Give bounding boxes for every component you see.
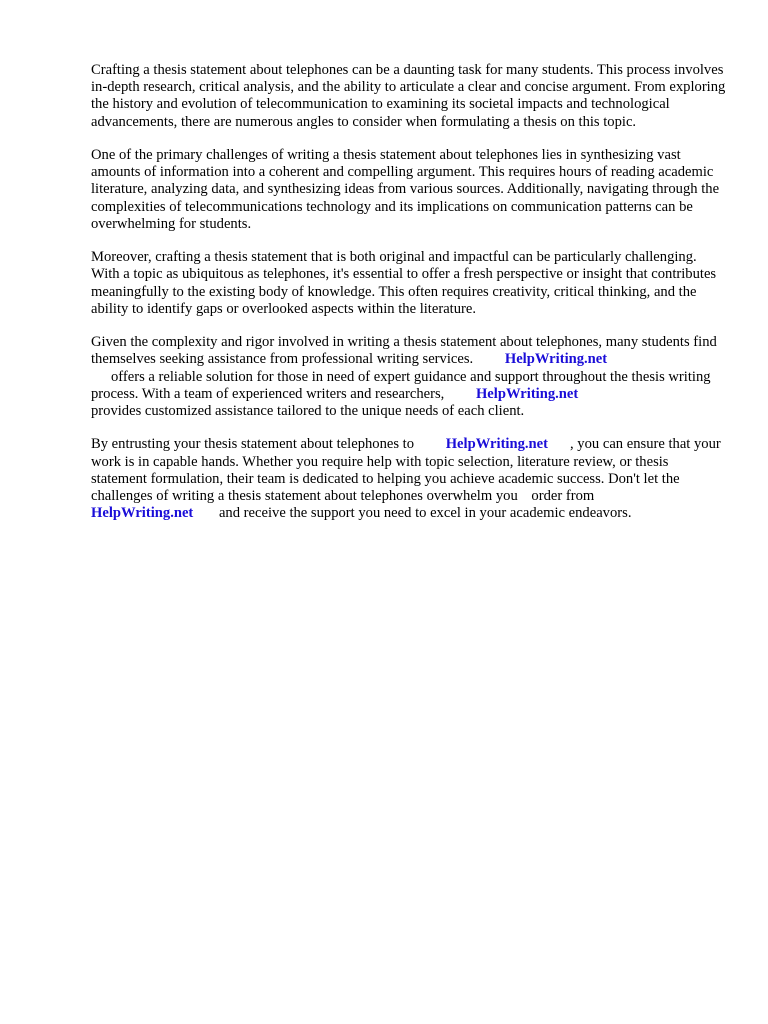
helpwriting-link-4[interactable]: HelpWriting.net (91, 505, 194, 522)
paragraph-services-text-b: offers a reliable solution for those in need of expert guidance and support throughout the thesis writing process. With a team of experienced writers and researchers, (91, 368, 711, 402)
helpwriting-link-2[interactable]: HelpWriting.net (475, 385, 579, 402)
paragraph-closing-text-b: , you can ensure that your work is in capable hands. Whether you require help with topic selection, literature review, or thesis statement formulation, their team is dedicated to helping you achieve academic success. Don't let the challenges of writing a thesis statement about telephones overwhelm you (91, 436, 721, 505)
paragraph-intro-text: Crafting a thesis statement about telephones can be a daunting task for many students. This process involves in-depth research, critical analysis, and the ability to articulate a clear and concise argument. From exploring the history and evolution of telecommunication to examining its societal impacts and technological advancements, there are numerous angles to consider when formulating a thesis on this topic. (91, 62, 726, 130)
paragraph-challenges-text: One of the primary challenges of writing a thesis statement about telephones lies in synthesizing vast amounts of information into a coherent and compelling argument. This requires hours of reading academic literature, analyzing data, and synthesizing ideas from various sources. Additionally, navigating through the complexities of telecommunications technology and its implications on communication patterns can be overwhelming for students. (91, 147, 720, 232)
document-body (91, 62, 727, 539)
paragraph-services-text-a: Given the complexity and rigor involved in writing a thesis statement about telephones, many students find themselves seeking assistance from professional writing services. (91, 334, 717, 368)
helpwriting-link-3[interactable]: HelpWriting.net (445, 436, 548, 453)
paragraph-challenges (91, 147, 727, 233)
paragraph-closing-text-d: and receive the support you need to excel in your academic endeavors. (218, 505, 632, 522)
paragraph-closing-text-a: By entrusting your thesis statement about telephones to (91, 436, 415, 453)
paragraph-closing (91, 436, 727, 522)
paragraph-intro (91, 62, 727, 131)
paragraph-services-text-c: provides customized assistance tailored to the unique needs of each client. (91, 403, 525, 420)
paragraph-closing-text-c: order from (531, 488, 595, 505)
paragraph-services (91, 334, 727, 420)
helpwriting-link-1[interactable]: HelpWriting.net (504, 351, 608, 368)
paragraph-originality (91, 249, 727, 318)
paragraph-originality-text: Moreover, crafting a thesis statement that is both original and impactful can be particularly challenging. With a topic as ubiquitous as telephones, it's essential to offer a fresh perspective or insight that contributes meaningfully to the existing body of knowledge. This often requires creativity, critical thinking, and the ability to identify gaps or overlooked aspects within the literature. (91, 249, 717, 317)
